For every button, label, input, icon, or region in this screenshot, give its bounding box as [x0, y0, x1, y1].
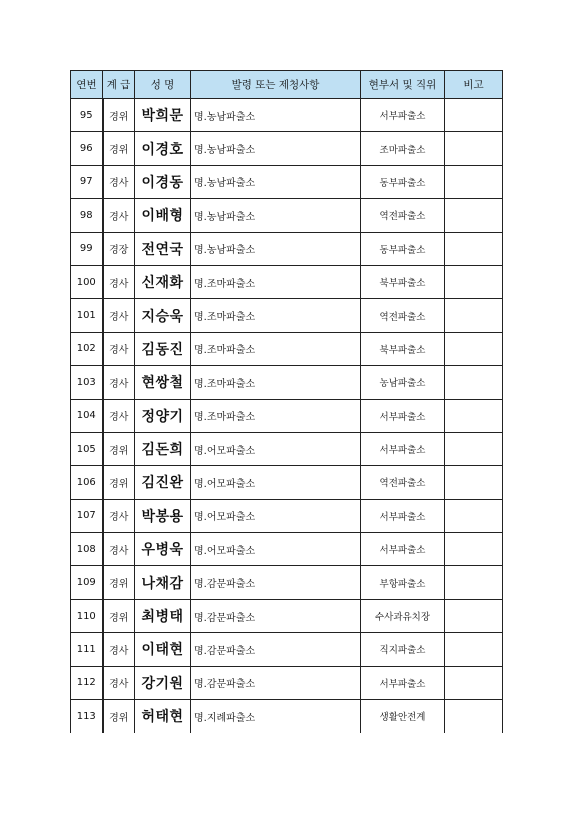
- cell-order: 명.조마파출소: [191, 265, 361, 298]
- cell-note: [445, 566, 503, 599]
- table-row: [71, 700, 503, 733]
- cell-order: 명.감문파출소: [191, 666, 361, 699]
- cell-rank: 경사: [103, 165, 135, 198]
- cell-note: [445, 599, 503, 632]
- cell-no: 95: [71, 99, 103, 132]
- header-position: 현부서 및 직위: [361, 71, 445, 99]
- table-row: [71, 165, 503, 198]
- cell-position: 서부파출소: [361, 99, 445, 132]
- cell-order: 명.농남파출소: [191, 232, 361, 265]
- cell-note: [445, 199, 503, 232]
- cell-rank: 경사: [103, 633, 135, 666]
- cell-rank: 경사: [103, 499, 135, 532]
- cell-name: 이경호: [135, 132, 191, 165]
- cell-name: 이배형: [135, 199, 191, 232]
- cell-no: 97: [71, 165, 103, 198]
- cell-rank: 경사: [103, 533, 135, 566]
- cell-note: [445, 533, 503, 566]
- cell-note: [445, 499, 503, 532]
- table-row: [71, 566, 503, 599]
- cell-order: 명.감문파출소: [191, 566, 361, 599]
- table-row: [71, 132, 503, 165]
- cell-name: 우병욱: [135, 533, 191, 566]
- table-header-row: [71, 71, 503, 99]
- cell-no: 107: [71, 499, 103, 532]
- table-row: [71, 332, 503, 365]
- cell-note: [445, 165, 503, 198]
- cell-order: 명.농남파출소: [191, 165, 361, 198]
- cell-rank: 경위: [103, 132, 135, 165]
- table-row: [71, 466, 503, 499]
- cell-no: 113: [71, 700, 103, 733]
- table-row: [71, 199, 503, 232]
- cell-order: 명.감문파출소: [191, 599, 361, 632]
- cell-name: 김돈희: [135, 432, 191, 465]
- cell-note: [445, 633, 503, 666]
- cell-order: 명.농남파출소: [191, 99, 361, 132]
- cell-order: 명.조마파출소: [191, 399, 361, 432]
- cell-name: 나채감: [135, 566, 191, 599]
- cell-order: 명.조마파출소: [191, 299, 361, 332]
- cell-name: 허태현: [135, 700, 191, 733]
- cell-position: 역전파출소: [361, 299, 445, 332]
- cell-no: 98: [71, 199, 103, 232]
- cell-position: 북부파출소: [361, 332, 445, 365]
- cell-name: 김동진: [135, 332, 191, 365]
- cell-position: 부항파출소: [361, 566, 445, 599]
- cell-position: 역전파출소: [361, 466, 445, 499]
- cell-position: 수사과유치장: [361, 599, 445, 632]
- cell-rank: 경사: [103, 265, 135, 298]
- cell-order: 명.조마파출소: [191, 366, 361, 399]
- cell-name: 신재화: [135, 265, 191, 298]
- cell-name: 강기원: [135, 666, 191, 699]
- cell-order: 명.농남파출소: [191, 199, 361, 232]
- cell-no: 102: [71, 332, 103, 365]
- cell-position: 생활안전계: [361, 700, 445, 733]
- table-row: [71, 366, 503, 399]
- cell-rank: 경위: [103, 566, 135, 599]
- table-row: [71, 633, 503, 666]
- cell-rank: 경위: [103, 466, 135, 499]
- cell-rank: 경위: [103, 99, 135, 132]
- cell-no: 108: [71, 533, 103, 566]
- cell-name: 박희문: [135, 99, 191, 132]
- cell-order: 명.어모파출소: [191, 533, 361, 566]
- header-note: 비고: [445, 71, 503, 99]
- cell-name: 정양기: [135, 399, 191, 432]
- cell-rank: 경위: [103, 432, 135, 465]
- cell-order: 명.지례파출소: [191, 700, 361, 733]
- table-row: [71, 432, 503, 465]
- cell-note: [445, 299, 503, 332]
- header-rank: 계 급: [103, 71, 135, 99]
- cell-rank: 경사: [103, 299, 135, 332]
- cell-no: 101: [71, 299, 103, 332]
- table-row: [71, 232, 503, 265]
- cell-rank: 경사: [103, 199, 135, 232]
- header-order: 발령 또는 제청사항: [191, 71, 361, 99]
- cell-position: 동부파출소: [361, 165, 445, 198]
- cell-position: 서부파출소: [361, 666, 445, 699]
- table-row: [71, 399, 503, 432]
- cell-no: 96: [71, 132, 103, 165]
- cell-no: 109: [71, 566, 103, 599]
- cell-order: 명.감문파출소: [191, 633, 361, 666]
- cell-name: 전연국: [135, 232, 191, 265]
- cell-position: 동부파출소: [361, 232, 445, 265]
- cell-no: 100: [71, 265, 103, 298]
- cell-name: 이경동: [135, 165, 191, 198]
- cell-order: 명.어모파출소: [191, 432, 361, 465]
- cell-position: 서부파출소: [361, 432, 445, 465]
- cell-no: 104: [71, 399, 103, 432]
- cell-rank: 경사: [103, 332, 135, 365]
- table-row: [71, 99, 503, 132]
- table-row: [71, 299, 503, 332]
- cell-note: [445, 132, 503, 165]
- cell-position: 조마파출소: [361, 132, 445, 165]
- cell-no: 110: [71, 599, 103, 632]
- table-body: [71, 99, 503, 733]
- cell-order: 명.농남파출소: [191, 132, 361, 165]
- cell-position: 역전파출소: [361, 199, 445, 232]
- cell-rank: 경사: [103, 666, 135, 699]
- cell-no: 99: [71, 232, 103, 265]
- cell-rank: 경위: [103, 599, 135, 632]
- cell-position: 서부파출소: [361, 499, 445, 532]
- cell-order: 명.조마파출소: [191, 332, 361, 365]
- cell-note: [445, 700, 503, 733]
- cell-note: [445, 99, 503, 132]
- cell-position: 직지파출소: [361, 633, 445, 666]
- cell-note: [445, 466, 503, 499]
- cell-name: 현쌍철: [135, 366, 191, 399]
- cell-name: 김진완: [135, 466, 191, 499]
- cell-no: 106: [71, 466, 103, 499]
- cell-note: [445, 265, 503, 298]
- cell-note: [445, 366, 503, 399]
- cell-no: 105: [71, 432, 103, 465]
- table-row: [71, 599, 503, 632]
- cell-note: [445, 399, 503, 432]
- cell-no: 103: [71, 366, 103, 399]
- cell-position: 서부파출소: [361, 533, 445, 566]
- cell-order: 명.어모파출소: [191, 466, 361, 499]
- cell-name: 지승욱: [135, 299, 191, 332]
- cell-note: [445, 666, 503, 699]
- cell-no: 111: [71, 633, 103, 666]
- header-no: 연번: [71, 71, 103, 99]
- cell-name: 최병태: [135, 599, 191, 632]
- cell-rank: 경위: [103, 700, 135, 733]
- table-row: [71, 499, 503, 532]
- personnel-table: [70, 70, 503, 733]
- cell-rank: 경사: [103, 399, 135, 432]
- table-row: [71, 666, 503, 699]
- cell-position: 서부파출소: [361, 399, 445, 432]
- cell-note: [445, 332, 503, 365]
- cell-no: 112: [71, 666, 103, 699]
- cell-rank: 경사: [103, 366, 135, 399]
- cell-position: 북부파출소: [361, 265, 445, 298]
- header-name: 성 명: [135, 71, 191, 99]
- cell-name: 박봉용: [135, 499, 191, 532]
- cell-order: 명.어모파출소: [191, 499, 361, 532]
- table-row: [71, 265, 503, 298]
- cell-position: 농남파출소: [361, 366, 445, 399]
- table-row: [71, 533, 503, 566]
- cell-rank: 경장: [103, 232, 135, 265]
- cell-note: [445, 232, 503, 265]
- cell-note: [445, 432, 503, 465]
- cell-name: 이태현: [135, 633, 191, 666]
